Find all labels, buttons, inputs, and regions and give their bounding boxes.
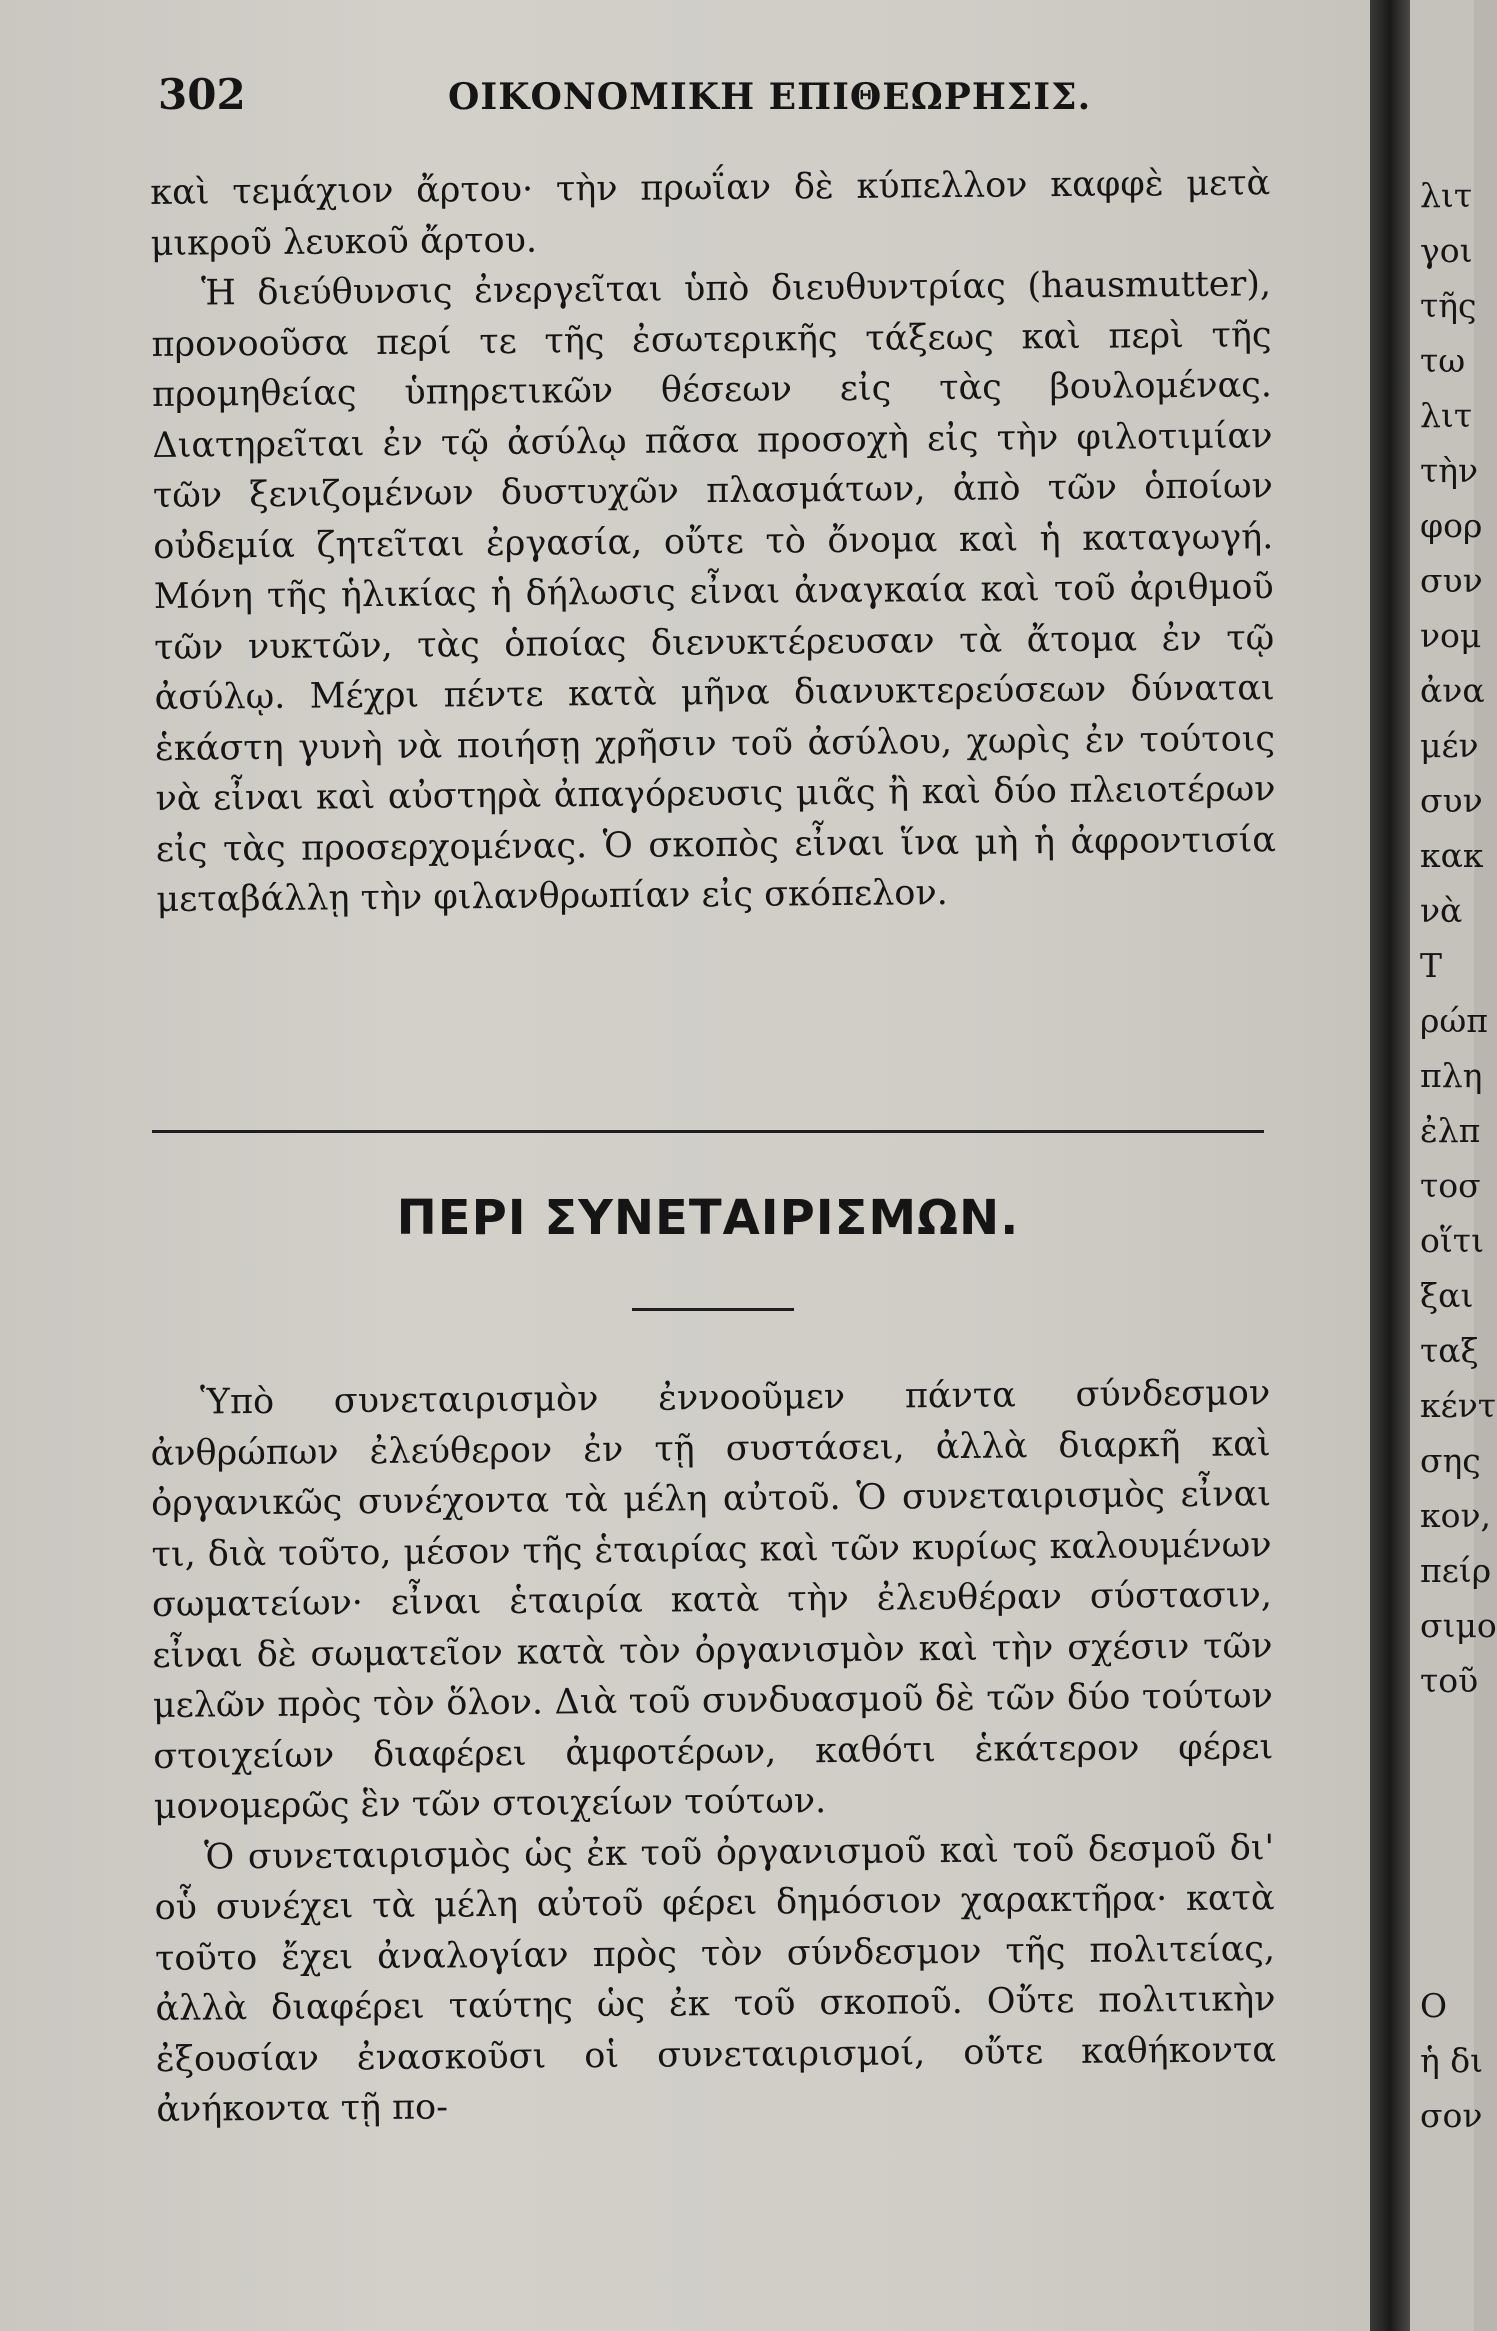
heading-underline	[632, 1308, 794, 1311]
fragment-line: ταξ	[1420, 1331, 1479, 1370]
book-gutter	[1370, 0, 1410, 2331]
fragment-line: πείρ	[1420, 1551, 1492, 1590]
adjacent-fragments-bottom	[1420, 1978, 1484, 2143]
fragment-line: ἀνα	[1420, 671, 1485, 710]
fragment-line: ἐλπ	[1420, 1111, 1481, 1150]
fragment-line: Ο	[1420, 1986, 1448, 2025]
adjacent-fragments-top	[1420, 168, 1497, 1708]
fragment-line: φορ	[1420, 506, 1483, 545]
fragment-line: τῆς	[1420, 286, 1477, 325]
fragment-line: τοῦ	[1420, 1661, 1479, 1700]
fragment-line: σον	[1420, 2096, 1483, 2135]
fragment-line: γοι	[1420, 231, 1473, 270]
fragment-line: νὰ	[1420, 891, 1463, 930]
fragment-line: Τ	[1420, 946, 1443, 985]
fragment-line: ρώπ	[1420, 1001, 1488, 1040]
fragment-line: κέντ	[1420, 1386, 1497, 1425]
fragment-line: οἵτι	[1420, 1221, 1485, 1260]
paragraph: Ἡ διεύθυνσις ἐνεργεῖται ὑπὸ διευθυντρίας (hausmutter), προνοοῦσα περί τε τῆς ἐσωτερικῆς τάξεως καὶ περὶ τῆς προμηθείας ὑπηρετικῶν θέσεων εἰς τὰς βουλομένας. Διατηρεῖται ἐν τῷ ἀσύλῳ πᾶσα προσοχὴ εἰς τὴν φιλοτιμίαν τῶν ξενιζομένων δυστυχῶν πλασμάτων, ἀπὸ τῶν ὁποίων οὐδεμία ζητεῖται ἐργασία, οὔτε τὸ ὄνομα καὶ ἡ καταγωγή. Μόνη τῆς ἡλικίας ἡ δήλωσις εἶναι ἀναγκαία καὶ τοῦ ἀριθμοῦ τῶν νυκτῶν, τὰς ὁποίας διενυκτέρευσαν τὰ ἄτομα ἐν τῷ ἀσύλῳ. Μέχρι πέντε κατὰ μῆνα διανυκτερεύσεων δύναται ἑκάστη γυνὴ νὰ ποιήσῃ χρῆσιν τοῦ ἀσύλου, χωρὶς ἐν τούτοις νὰ εἶναι καὶ αὐστηρὰ ἀπαγόρευσις μιᾶς ἢ καὶ δύο πλειοτέρων εἰς τὰς προσερχομένας. Ὁ σκοπὸς εἶναι ἵνα μὴ ἡ ἀφροντισία μεταβάλλῃ τὴν φιλανθρωπίαν εἰς σκόπελον.	[151, 264, 1277, 920]
fragment-line: κον,	[1420, 1496, 1492, 1535]
fragment-line: τω	[1420, 341, 1466, 380]
fragment-line: τοσ	[1420, 1166, 1481, 1205]
fragment-line: λιτ	[1420, 396, 1473, 435]
fragment-line: νομ	[1420, 616, 1482, 655]
fragment-line: σιμο	[1420, 1606, 1497, 1645]
section-divider	[152, 1130, 1264, 1133]
adjacent-page-edge	[1410, 0, 1497, 2331]
fragment-line: ξαι	[1420, 1276, 1474, 1315]
section-1-text	[150, 158, 1277, 925]
paragraph: καὶ τεμάχιον ἄρτου· τὴν πρωΐαν δὲ κύπελλον καφφὲ μετὰ μικροῦ λευκοῦ ἄρτου.	[150, 163, 1271, 264]
fragment-line: συν	[1420, 561, 1483, 600]
section-2-text	[150, 1368, 1277, 2135]
fragment-line: σης	[1420, 1441, 1481, 1480]
fragment-line: τὴν	[1420, 451, 1479, 490]
page-number: 302	[158, 70, 246, 119]
fragment-line: λιτ	[1420, 176, 1473, 215]
paragraph: Ὁ συνεταιρισμὸς ὡς ἐκ τοῦ ὀργανισμοῦ καὶ τοῦ δεσμοῦ δι' οὗ συνέχει τὰ μέλη αὐτοῦ φέρει δημόσιον χαρακτῆρα· κατὰ τοῦτο ἔχει ἀναλογίαν πρὸς τὸν σύνδεσμον τῆς πολιτείας, ἀλλὰ διαφέρει ταύτης ὡς ἐκ τοῦ σκοποῦ. Οὔτε πολιτικὴν ἐξουσίαν ἐνασκοῦσι οἱ συνεταιρισμοί, οὔτε καθήκοντα ἀνήκοντα τῇ πο-	[154, 1827, 1277, 2130]
fragment-line: ἡ δι	[1420, 2041, 1484, 2080]
section-heading: ΠΕΡΙ ΣΥΝΕΤΑΙΡΙΣΜΩΝ.	[396, 1190, 1020, 1246]
fragment-line: μέν	[1420, 726, 1479, 765]
journal-title: ΟΙΚΟΝΟΜΙΚΗ ΕΠΙΘΕΩΡΗΣΙΣ.	[448, 76, 1092, 118]
running-head	[158, 70, 1278, 130]
paragraph: Ὑπὸ συνεταιρισμὸν ἐννοοῦμεν πάντα σύνδεσμον ἀνθρώπων ἐλεύθερον ἐν τῇ συστάσει, ἀλλὰ διαρκῆ καὶ ὀργανικῶς συνέχοντα τὰ μέλη αὐτοῦ. Ὁ συνεταιρισμὸς εἶναι τι, διὰ τοῦτο, μέσον τῆς ἑταιρίας καὶ τῶν κυρίως καλουμένων σωματείων· εἶναι ἑταιρία κατὰ τὴν ἐλευθέραν σύστασιν, εἶναι δὲ σωματεῖον κατὰ τὸν ὀργανισμὸν καὶ τὴν σχέσιν τῶν μελῶν πρὸς τὸν ὅλον. Διὰ τοῦ συνδυασμοῦ δὲ τῶν δύο τούτων στοιχείων διαφέρει ἀμφοτέρων, καθότι ἑκάτερον φέρει μονομερῶς ἓν τῶν στοιχείων τούτων.	[150, 1373, 1274, 1827]
fragment-line: κακ	[1420, 836, 1484, 875]
fragment-line: πλη	[1420, 1056, 1483, 1095]
fragment-line: συν	[1420, 781, 1483, 820]
